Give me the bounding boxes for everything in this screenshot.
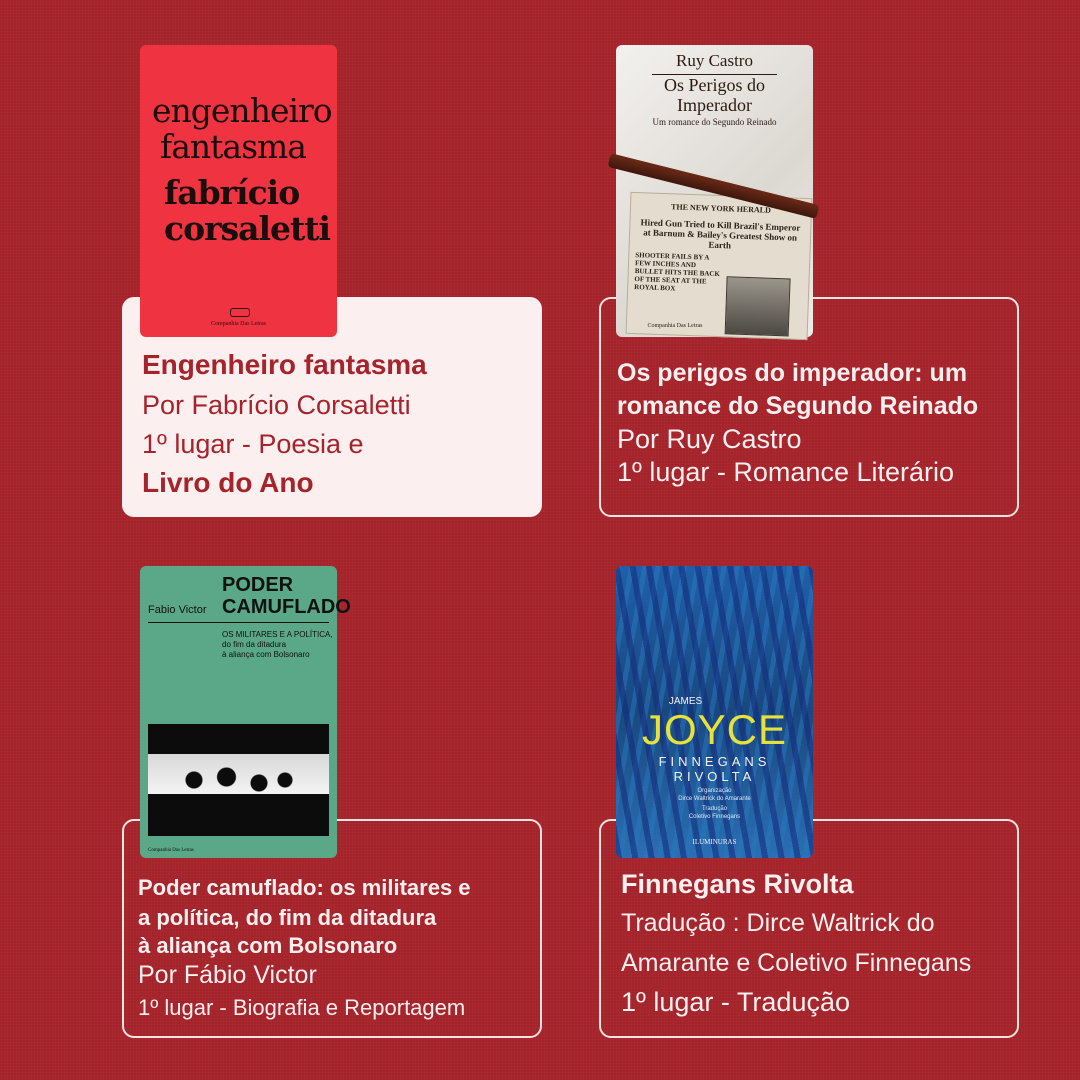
book-title-line1: Os perigos do imperador: um	[617, 359, 968, 387]
cover-subtitle: Um romance do Segundo Reinado	[652, 117, 777, 127]
emperor-photo	[725, 276, 791, 336]
photo-silhouettes	[168, 762, 298, 822]
cover-title-line2: Imperador	[677, 95, 752, 115]
publisher-logo-icon	[230, 308, 250, 317]
book-title-line1: Poder camuflado: os militares e	[138, 875, 471, 900]
book-award-highlight: Livro do Ano	[142, 467, 314, 498]
cover-author: Fabio Victor	[148, 604, 207, 616]
cover-publisher: ILUMINURAS	[692, 838, 737, 846]
cover-author: Ruy Castro	[676, 51, 753, 70]
book-cover-poder[interactable]	[140, 566, 351, 858]
cover-credits-4: Coletivo Finnegans	[688, 814, 741, 820]
book-award: 1º lugar - Romance Literário	[617, 457, 955, 487]
cover-author-line1: fabrício	[164, 173, 300, 212]
cover-subtitle-line1: OS MILITARES E A POLÍTICA,	[222, 630, 333, 639]
cover-publisher: Companhia Das Letras	[647, 323, 703, 329]
cover-publisher: Companhia Das Letras	[211, 321, 266, 327]
cover-photo	[148, 724, 329, 836]
book-title-line3: à aliança com Bolsonaro	[138, 933, 398, 958]
cover-author-first: JAMES	[668, 696, 703, 707]
book-cover-perigos[interactable]	[616, 45, 813, 337]
cover-divider	[148, 622, 329, 623]
cover-title-line1: Os Perigos do	[663, 75, 765, 95]
newspaper-subhead: SHOOTER FAILS BY A FEW INCHES AND BULLET HITS THE BACK OF THE SEAT AT THE ROYAL BOX	[634, 251, 721, 293]
cover-title-line1: PODER	[222, 574, 294, 596]
cover-publisher: Companhia Das Letras	[148, 848, 194, 853]
book-title: Finnegans Rivolta	[621, 869, 854, 899]
book-title-line2: romance do Segundo Reinado	[617, 392, 979, 420]
cover-title-line2: RIVOLTA	[673, 769, 756, 784]
book-cover-finnegans[interactable]	[616, 566, 813, 858]
newspaper-name: THE NEW YORK HERALD	[670, 202, 772, 215]
cover-subtitle-line2: do fim da ditadura	[222, 640, 287, 649]
cover-author-line2: corsaletti	[164, 209, 331, 248]
book-translation-line2: Amarante e Coletivo Finnegans	[621, 949, 972, 977]
book-award: 1º lugar - Biografia e Reportagem	[138, 995, 466, 1020]
book-cover-engenheiro[interactable]	[140, 45, 337, 337]
book-translation-line1: Tradução : Dirce Waltrick do	[621, 909, 935, 937]
cover-title-line1: engenheiro	[152, 91, 332, 130]
cover-credits-1: Organização	[697, 788, 732, 794]
book-award: 1º lugar - Tradução	[621, 987, 850, 1017]
cover-credits-2: Dirce Waltrick do Amarante	[678, 796, 751, 802]
cover-credits-3: Tradução	[701, 806, 728, 812]
cover-title-line1: FINNEGANS	[658, 754, 771, 769]
cover-author-last: JOYCE	[641, 706, 788, 753]
cover-title-line2: fantasma	[160, 127, 306, 166]
book-title-line2: a política, do fim da ditadura	[138, 905, 437, 930]
cover-newspaper	[626, 192, 813, 340]
cover-subtitle-line3: à aliança com Bolsonaro	[222, 650, 310, 659]
book-author: Por Fabrício Corsaletti	[142, 390, 411, 420]
cover-title-line2: CAMUFLADO	[222, 596, 351, 618]
book-author: Por Ruy Castro	[617, 424, 802, 454]
book-title: Engenheiro fantasma	[142, 349, 427, 380]
newspaper-headline: Hired Gun Tried to Kill Brazil's Emperor at Barnum & Bailey's Greatest Show on Earth	[640, 217, 801, 251]
book-author: Por Fábio Victor	[138, 961, 317, 989]
book-award: 1º lugar - Poesia e	[142, 429, 364, 459]
